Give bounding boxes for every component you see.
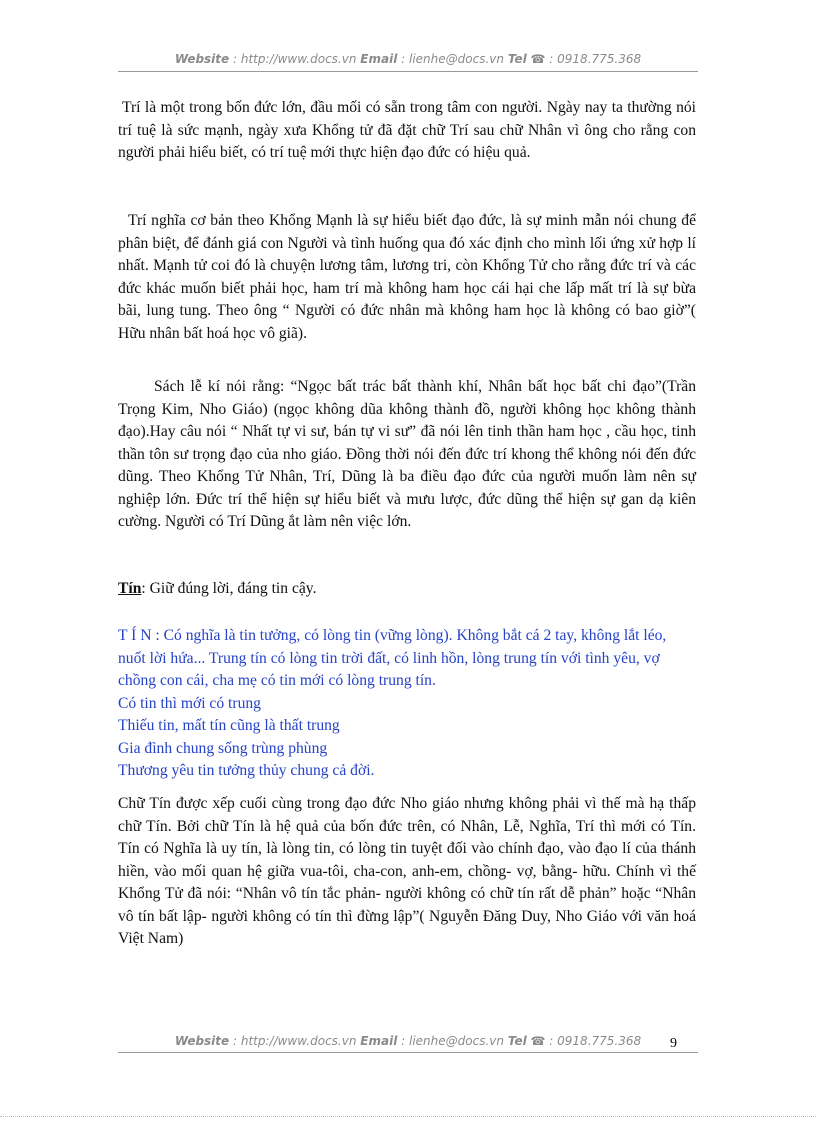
page-header bbox=[118, 52, 698, 66]
footer-website-label: Website bbox=[174, 1034, 230, 1048]
footer-email-value: : lienhe@docs.vn bbox=[401, 1034, 504, 1048]
paragraph-tin-explanation: Chữ Tín được xếp cuối cùng trong đạo đức Nho giáo nhưng không phải vì thế mà hạ thấp chữ Tín. Bởi chữ Tín là hệ quả của bốn đức trên, có Nhân, Lễ, Nghĩa, Trí thì mới có Tín. Tín có Nghĩa là uy tín, là lòng tin, có lòng tin tuyệt đối vào chính đạo, vào đạo lí của thánh hiền, vào mối quan hệ giữa vua-tôi, cha-con, anh-em, chồng- vợ, bằng- hữu. Chính vì thế Khổng Tử đã nói: “Nhân vô tín tắc phản- người không có chữ tín rất dễ phản” hoặc “Nhân vô tín bất lập- người không có tín thì đừng lập”( Nguyễn Đăng Duy, Nho Giáo với văn hoá Việt Nam) bbox=[118, 795, 696, 947]
tin-verse-line-3: Gia đình chung sống trùng phùng bbox=[118, 739, 328, 757]
tin-definition-text: : Giữ đúng lời, đáng tin cậy. bbox=[141, 580, 317, 597]
tin-term: Tín bbox=[118, 580, 142, 597]
footer-tel-value: ☎ : 0918.775.368 bbox=[530, 1034, 642, 1048]
tin-verse-line-1: Có tin thì mới có trung bbox=[118, 694, 261, 712]
tin-blue-paragraph: T Í N : Có nghĩa là tin tưởng, có lòng tin (vững lòng). Không bắt cá 2 tay, không lắt léo, nuốt lời hứa... Trung tín có lòng tin trời đất, có linh hồn, lòng trung tín với tình yêu, vợ chồng con cái, cha mẹ có tin mới có lòng trung tín. bbox=[118, 627, 667, 689]
page-edge-dotted-line bbox=[0, 1116, 816, 1117]
tin-blue-block bbox=[118, 625, 696, 783]
header-tel-label: Tel bbox=[507, 52, 527, 66]
header-email-value: : lienhe@docs.vn bbox=[401, 52, 504, 66]
header-email-label: Email bbox=[360, 52, 398, 66]
header-tel-value: ☎ : 0918.775.368 bbox=[530, 52, 642, 66]
header-website-label: Website bbox=[174, 52, 230, 66]
tin-verse-line-2: Thiếu tin, mất tín cũng là thất trung bbox=[118, 717, 340, 734]
header-website-value: : http://www.docs.vn bbox=[233, 52, 357, 66]
footer-divider bbox=[118, 1052, 698, 1053]
paragraph-tri-book: Sách lễ kí nói rằng: “Ngọc bất trác bất thành khí, Nhân bất học bất chi đạo”(Trần Trọng Kim, Nho Giáo) (ngọc không dũa không thành đồ, người không học không thành đạo).Hay câu nói “ Nhất tự vi sư, bán tự vi sư” đã nói lên tinh thần ham học , cầu học, tinh thần tôn sư trọng đạo của nho giáo. Đồng thời nói đến đức trí khong thể không nói đến đức dũng. Theo Khổng Tử Nhân, Trí, Dũng là ba điều đạo đức của người muốn làm nên sự nghiệp lớn. Đức trí thể hiện sự hiểu biết và mưu lược, đức dũng thể hiện sự gan dạ kiên cường. Người có Trí Dũng ắt làm nên việc lớn. bbox=[118, 378, 696, 530]
footer-email-label: Email bbox=[360, 1034, 398, 1048]
header-divider bbox=[118, 71, 698, 72]
page-footer bbox=[118, 1034, 698, 1048]
tin-definition bbox=[118, 578, 696, 601]
page-number: 9 bbox=[670, 1036, 677, 1051]
paragraph-tri-intro: Trí là một trong bốn đức lớn, đầu mối có sẵn trong tâm con người. Ngày nay ta thường nói trí tuệ là sức mạnh, ngày xưa Khổng tử đã đặt chữ Trí sau chữ Nhân vì ông cho rằng con người phải hiểu biết, có trí tuệ mới thực hiện đạo đức có hiệu quả. bbox=[118, 99, 696, 161]
paragraph-tri-meaning: Trí nghĩa cơ bản theo Khổng Mạnh là sự hiểu biết đạo đức, là sự minh mẫn nói chung để phân biệt, để đánh giá con Người và tình huống qua đó xác định cho mình lối ứng xử hợp lí nhất. Mạnh tử coi đó là chuyện lương tâm, lương tri, còn Khổng Tử cho rằng đức trí và các đức khác muốn biết phải học, ham trí mà không ham học cái hại che lấp mất trí là sự bừa bãi, lung tung. Theo ông “ Người có đức nhân mà không ham học là không có bao giờ”( Hữu nhân bất hoá học vô giã). bbox=[118, 212, 696, 342]
tin-verse-line-4: Thương yêu tin tưởng thủy chung cả đời. bbox=[118, 762, 375, 779]
footer-website-value: : http://www.docs.vn bbox=[233, 1034, 357, 1048]
footer-tel-label: Tel bbox=[507, 1034, 527, 1048]
